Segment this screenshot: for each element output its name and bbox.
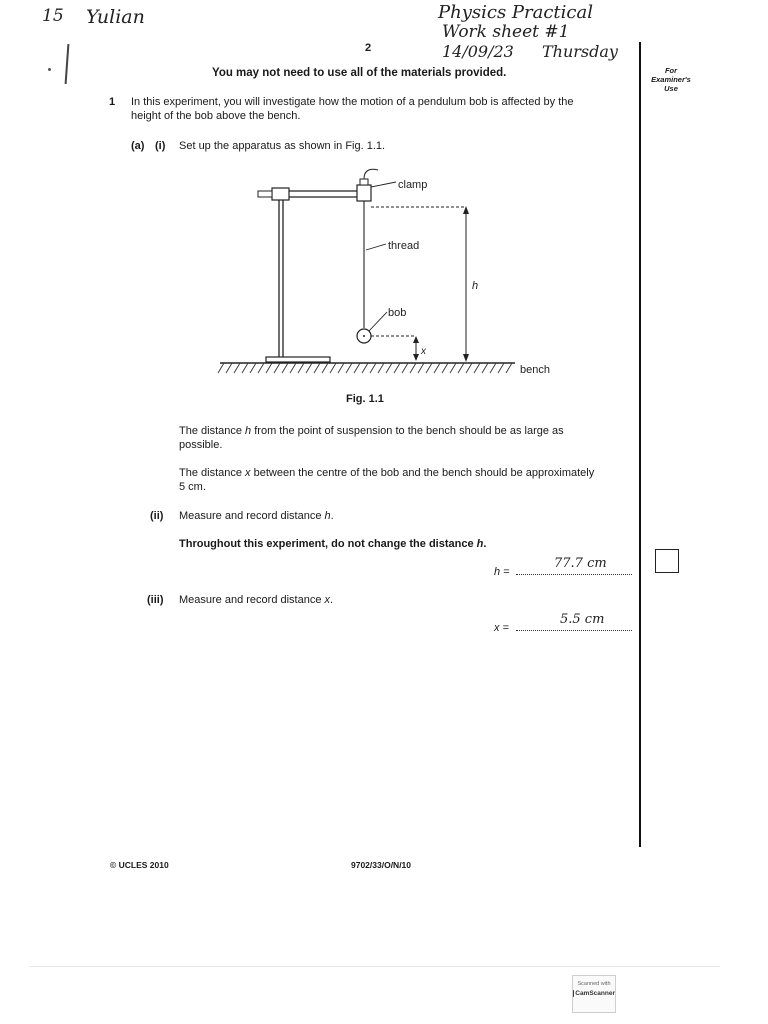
h-answer-prefix: h = <box>494 566 510 578</box>
part-ii-bold-var: h <box>476 538 484 550</box>
camscanner-logo-row <box>573 990 615 997</box>
camscanner-icon <box>573 990 574 997</box>
boss-screw <box>258 191 272 197</box>
part-iii-text-post: . <box>330 594 334 606</box>
boss-left <box>272 188 289 200</box>
x-arrow-bottom <box>413 354 419 361</box>
scan-edge-line <box>30 966 720 967</box>
bob-centre <box>363 335 365 337</box>
p2-post: between the centre of the bob and the bench should be approximately <box>250 467 595 479</box>
p1-pre: The distance <box>179 425 246 437</box>
camscanner-line1: Scanned with <box>577 981 611 987</box>
worksheet-date: 14/09/23 <box>442 42 514 61</box>
worksheet-title-line1: Physics Practical <box>438 2 593 23</box>
bob-leader <box>369 312 387 331</box>
examiner-mark-box[interactable] <box>655 549 679 573</box>
part-iii-label: (iii) <box>147 594 164 606</box>
examiner-label-2: Examiner's <box>651 75 691 84</box>
bench-label: bench <box>520 364 550 376</box>
x-answer-field[interactable] <box>516 612 632 631</box>
figure-caption: Fig. 1.1 <box>346 393 384 405</box>
question-intro-line2: height of the bob above the bench. <box>131 110 301 122</box>
paragraph-x-description <box>179 466 639 494</box>
part-a-label: (a) <box>131 140 145 152</box>
bob-label: bob <box>388 307 407 319</box>
bench-hatching <box>218 363 512 373</box>
clamp-label: clamp <box>398 179 428 191</box>
p1-var: h <box>245 425 252 437</box>
thread-label: thread <box>388 240 420 252</box>
p2-line2: 5 cm. <box>179 481 206 493</box>
question-intro-line1: In this experiment, you will investigate how the motion of a pendulum bob is affected by the <box>131 96 574 108</box>
x-answer-value: 5.5 cm <box>560 612 605 627</box>
worksheet-title-line2: Work sheet #1 <box>442 22 570 42</box>
part-ii-text-pre: Measure and record distance <box>179 510 325 522</box>
h-label: h <box>472 280 479 292</box>
part-ii-label: (ii) <box>150 510 164 522</box>
part-iii-text-pre: Measure and record distance <box>179 594 325 606</box>
examiner-column-line <box>639 42 641 847</box>
margin-pen-mark <box>65 44 70 84</box>
pendulum-figure <box>210 160 570 385</box>
student-name: Yulian <box>86 6 145 28</box>
part-ii-text-post: . <box>330 510 334 522</box>
question-number: 1 <box>109 96 116 108</box>
page-number: 2 <box>365 42 372 54</box>
footer-code: 9702/33/O/N/10 <box>351 860 412 870</box>
stand-base <box>266 357 330 362</box>
x-arrow-top <box>413 336 419 343</box>
clamp-body <box>357 185 371 201</box>
part-ii-warning <box>179 537 486 551</box>
p2-pre: The distance <box>179 467 246 479</box>
worksheet-day: Thursday <box>542 42 618 61</box>
clamp-screw <box>364 169 378 179</box>
part-iii-text-var: x <box>324 594 331 606</box>
p1-post: from the point of suspension to the bench should be as large as <box>251 425 564 437</box>
part-i-text: Set up the apparatus as shown in Fig. 1.1. <box>179 140 386 152</box>
part-ii-text-var: h <box>324 510 331 522</box>
examiner-label-1: For <box>664 66 678 75</box>
thread-leader <box>366 244 386 250</box>
h-arrow-bottom <box>463 354 469 362</box>
examiner-label <box>642 66 700 93</box>
p1-line2: possible. <box>179 439 223 451</box>
x-answer-prefix: x = <box>494 622 509 634</box>
part-i-label: (i) <box>155 140 166 152</box>
h-answer-value: 77.7 cm <box>554 556 607 571</box>
instruction: You may not need to use all of the materials provided. <box>212 67 507 79</box>
camscanner-line2: CamScanner <box>575 990 615 997</box>
clamp-top <box>360 179 368 185</box>
examiner-label-3: Use <box>664 84 678 93</box>
part-ii-text <box>179 509 334 523</box>
margin-dot <box>48 68 51 71</box>
part-ii-bold-post: . <box>483 538 487 550</box>
camscanner-watermark <box>572 975 616 1013</box>
footer-copyright: © UCLES 2010 <box>110 860 169 870</box>
student-mark: 15 <box>42 6 64 26</box>
part-ii-bold-pre: Throughout this experiment, do not change the distance <box>179 538 477 550</box>
h-answer-field[interactable] <box>516 556 632 575</box>
clamp-leader <box>371 182 396 187</box>
paragraph-h-description <box>179 424 634 452</box>
x-label: x <box>421 346 426 357</box>
part-iii-text <box>179 593 333 607</box>
p2-var: x <box>245 467 251 479</box>
